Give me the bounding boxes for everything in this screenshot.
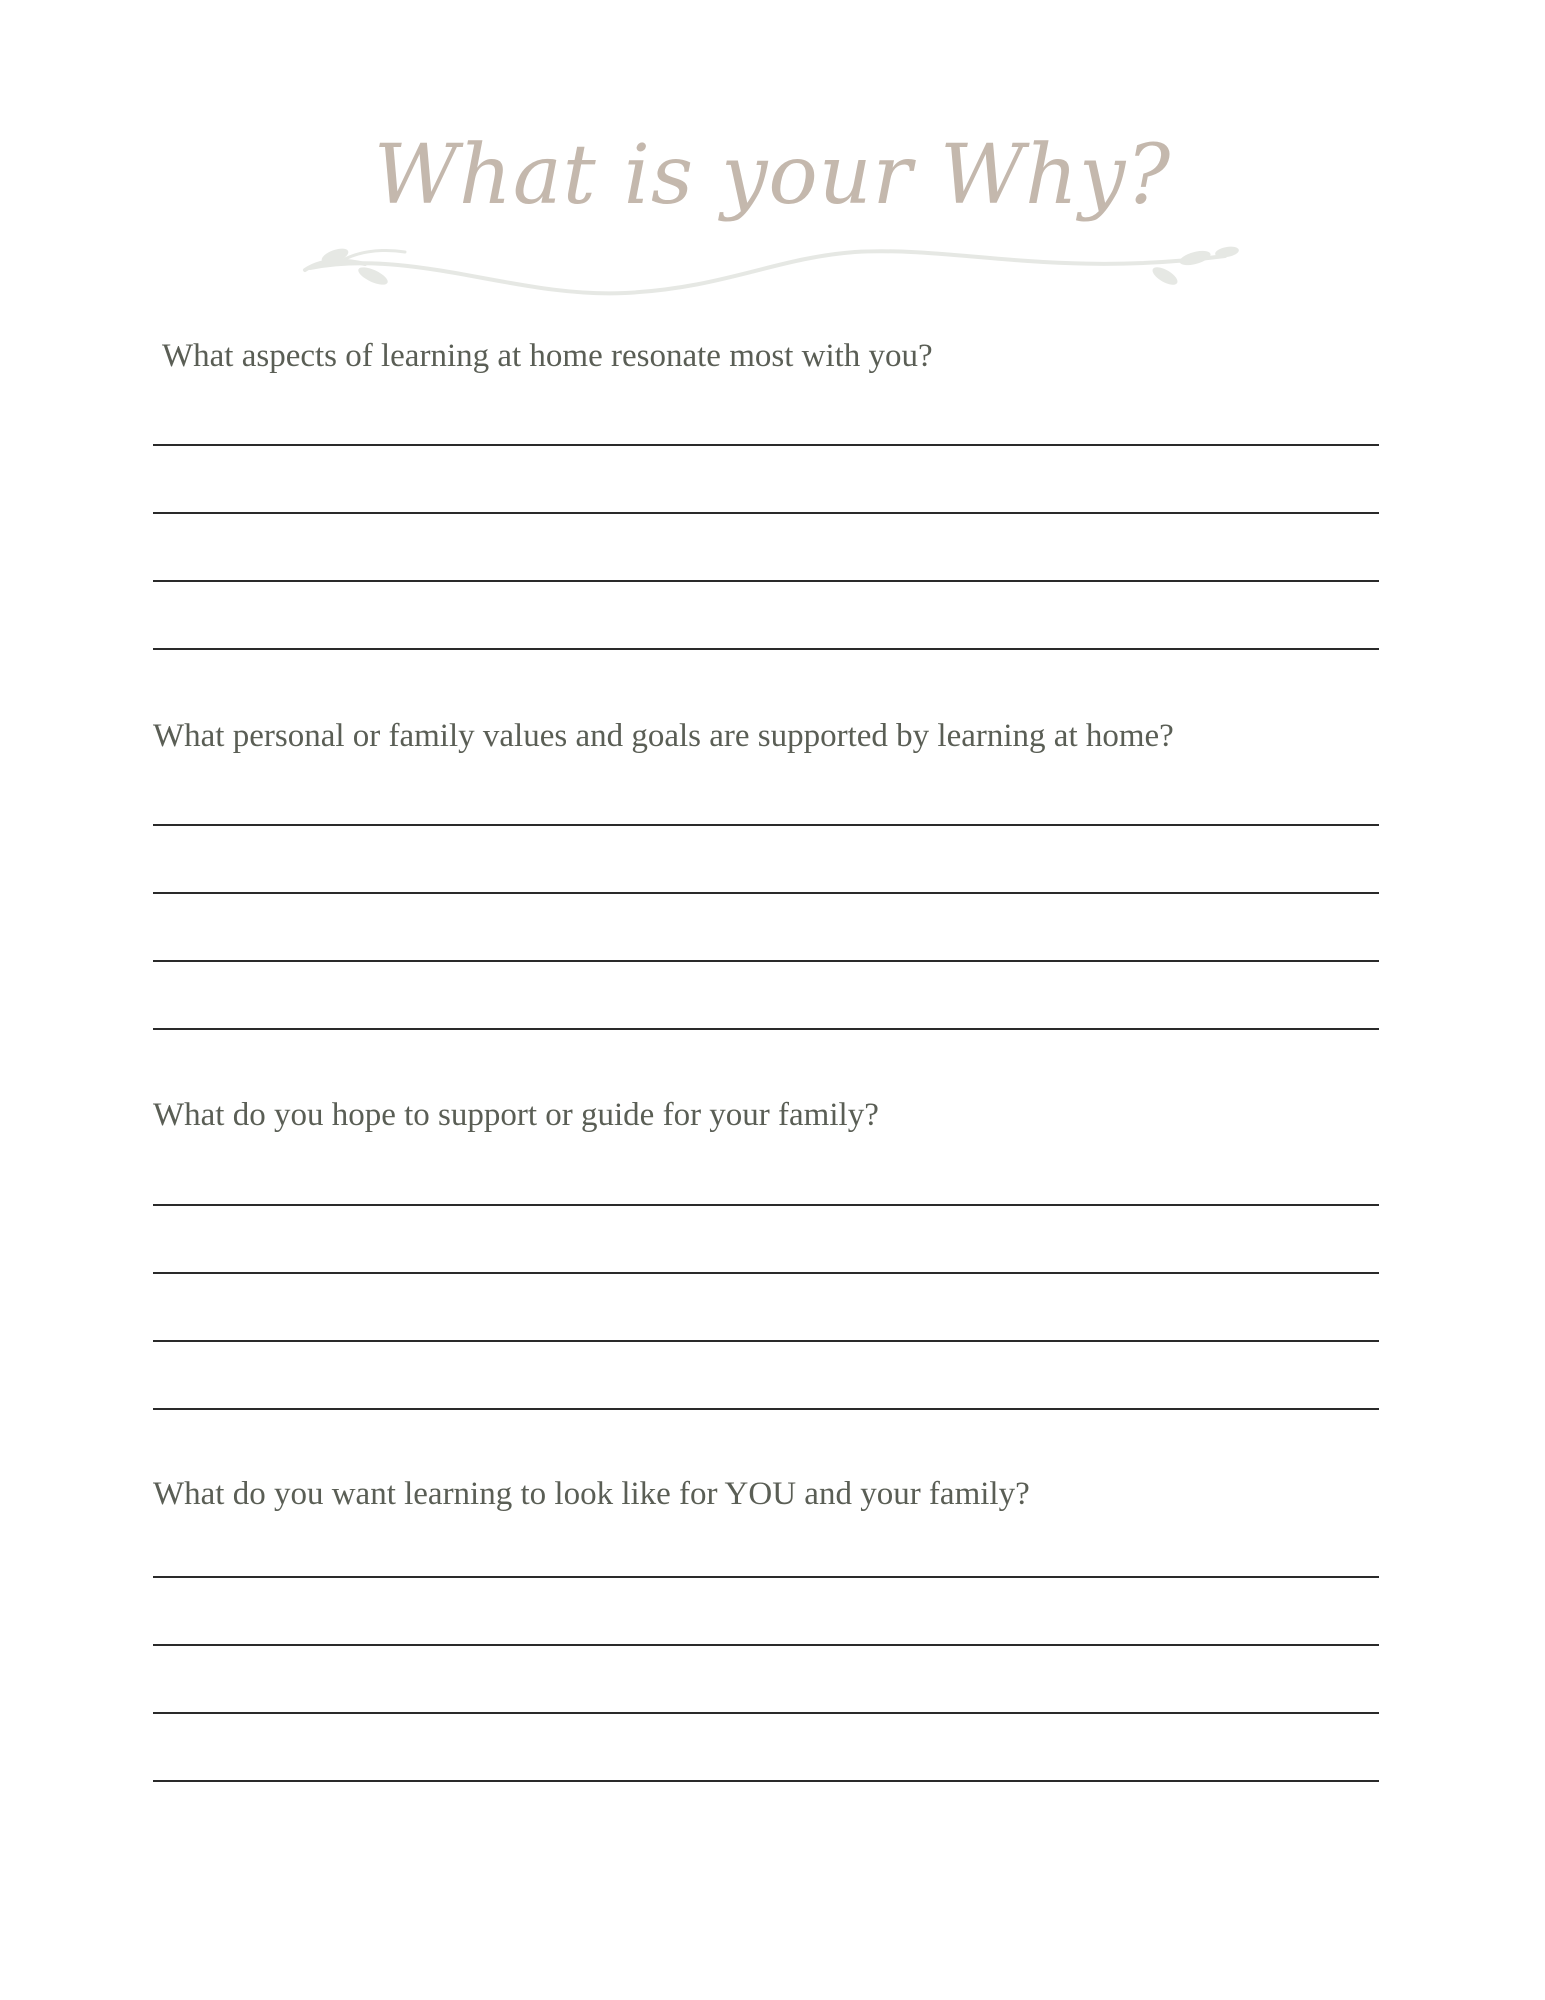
answer-line[interactable] xyxy=(153,648,1379,650)
answer-line[interactable] xyxy=(153,1408,1379,1410)
answer-line[interactable] xyxy=(153,824,1379,826)
answer-line[interactable] xyxy=(153,1780,1379,1782)
question-3: What do you hope to support or guide for your family? xyxy=(153,1097,879,1133)
answer-line[interactable] xyxy=(153,1712,1379,1714)
answer-line[interactable] xyxy=(153,1028,1379,1030)
answer-line[interactable] xyxy=(153,1576,1379,1578)
answer-line[interactable] xyxy=(153,1340,1379,1342)
answer-line[interactable] xyxy=(153,444,1379,446)
answer-line[interactable] xyxy=(153,580,1379,582)
answer-line[interactable] xyxy=(153,512,1379,514)
answer-line[interactable] xyxy=(153,1272,1379,1274)
answer-line[interactable] xyxy=(153,1644,1379,1646)
vine-divider-icon xyxy=(295,238,1245,308)
question-1: What aspects of learning at home resonate most with you? xyxy=(162,338,933,374)
question-4: What do you want learning to look like for YOU and your family? xyxy=(153,1476,1030,1512)
page-title: What is your Why? xyxy=(373,128,1172,223)
answer-line[interactable] xyxy=(153,960,1379,962)
answer-line[interactable] xyxy=(153,892,1379,894)
answer-line[interactable] xyxy=(153,1204,1379,1206)
question-2: What personal or family values and goals are supported by learning at home? xyxy=(153,718,1174,754)
